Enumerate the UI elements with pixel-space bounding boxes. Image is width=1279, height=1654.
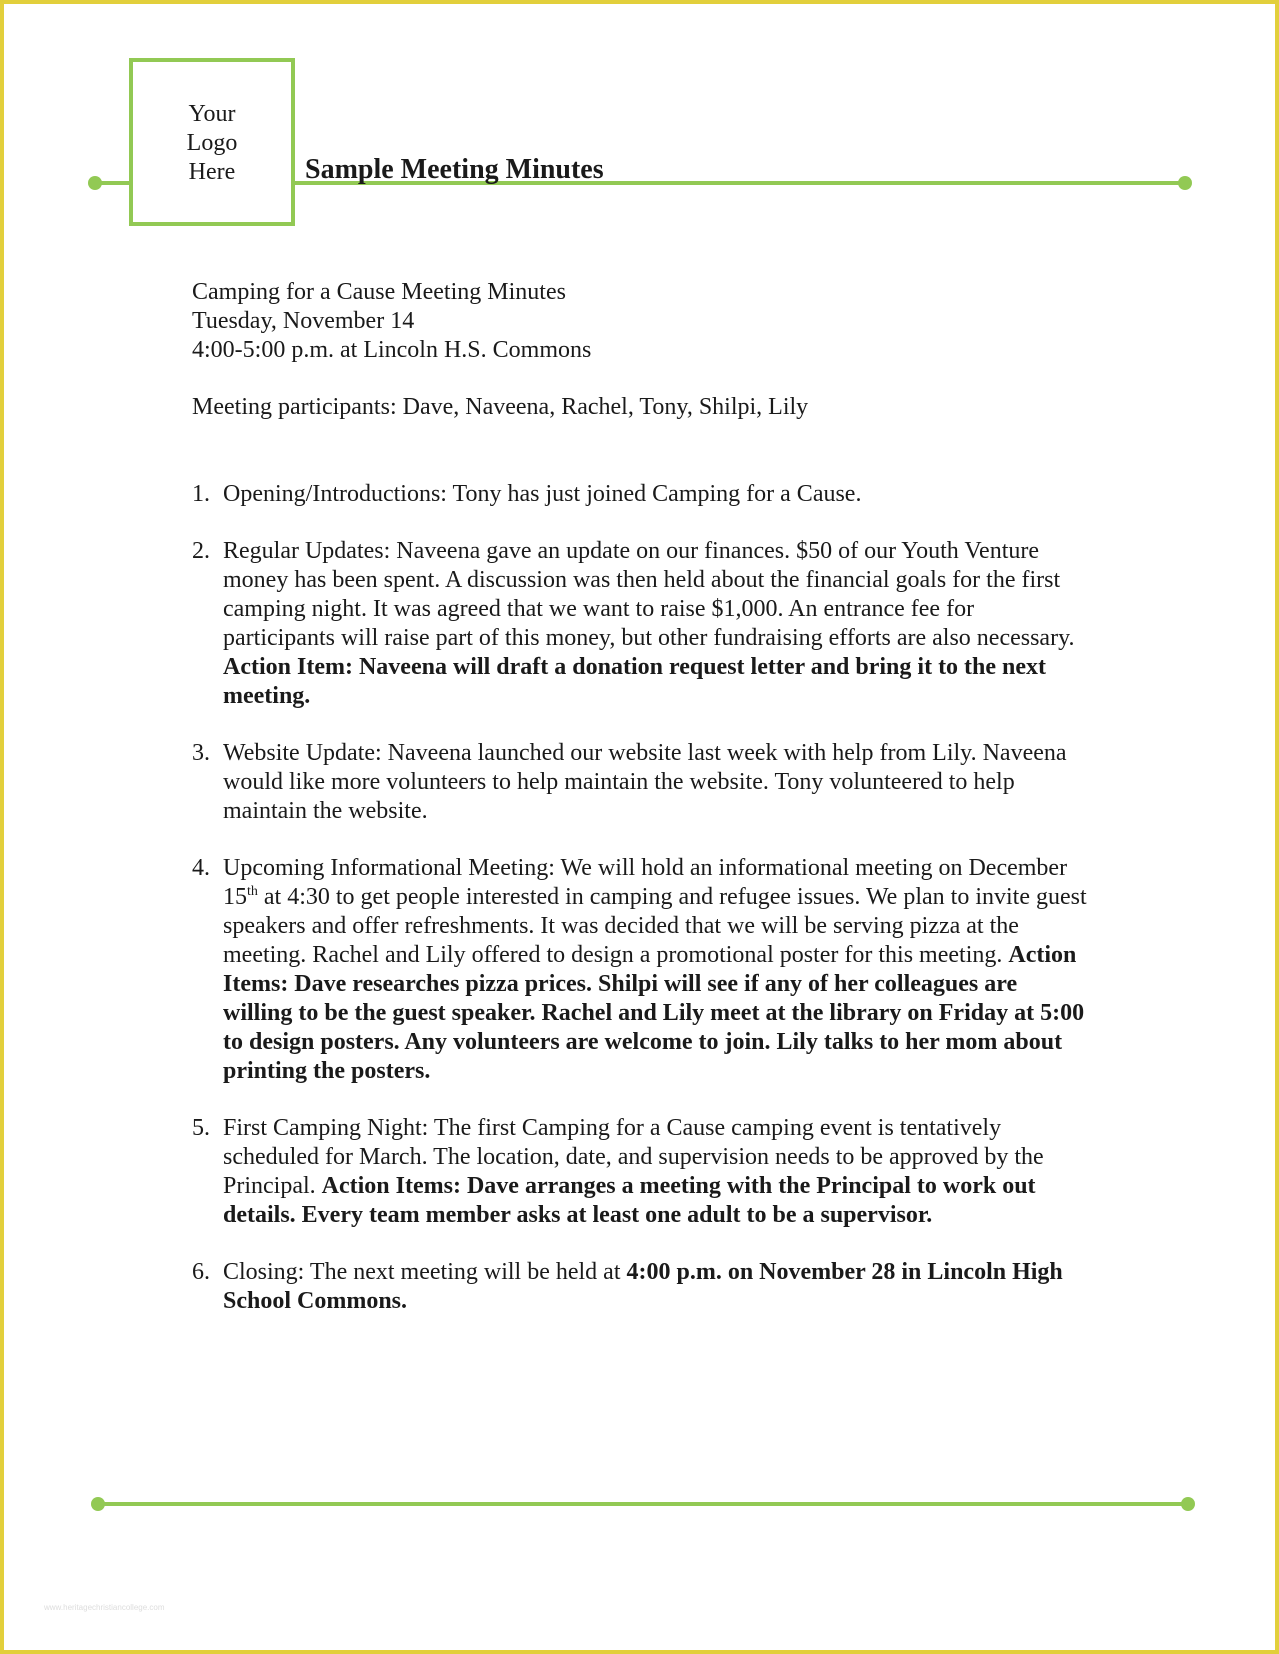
agenda-item-number: 4. (192, 855, 210, 881)
header-rule-left-dot (88, 176, 102, 190)
agenda-item (192, 480, 1092, 509)
meeting-time-place: 4:00-5:00 p.m. at Lincoln H.S. Commons (192, 337, 592, 363)
agenda-item-number: 6. (192, 1259, 210, 1285)
agenda-item-text: Upcoming Informational Meeting: We will hold an informational meeting on December 15 (223, 855, 1068, 910)
agenda-item-number: 3. (192, 740, 210, 766)
agenda-item-text-continued: at 4:30 to get people interested in camping and refugee issues. We plan to invite guest speakers and offer refreshments. It was decided that we will be serving pizza at the meeting. Rachel and Lily offered to design a promotional poster for this meeting. (223, 884, 1087, 968)
action-item: Action Item: Naveena will draft a donation request letter and bring it to the next meeting. (223, 654, 1047, 709)
logo-placeholder (129, 58, 295, 226)
agenda-item-text: Opening/Introductions: Tony has just joined Camping for a Cause. (223, 481, 862, 507)
footer-rule-right-dot (1181, 1497, 1195, 1511)
agenda-item (192, 739, 1092, 826)
agenda-item-number: 2. (192, 538, 210, 564)
action-item: Action Items: Dave arranges a meeting with the Principal to work out details. Every team member asks at least one adult to be a supervisor. (223, 1173, 1036, 1228)
agenda-item-text: First Camping Night: The first Camping for a Cause camping event is tentatively scheduled for March. The location, date, and supervision needs to be approved by the Principal. (223, 1115, 1044, 1199)
agenda-item (192, 537, 1092, 711)
document-title: Sample Meeting Minutes (305, 154, 604, 185)
agenda-item-text: Closing: The next meeting will be held at (223, 1259, 627, 1285)
footer-rule (98, 1502, 1188, 1506)
agenda-item (192, 1258, 1092, 1316)
agenda-item (192, 854, 1092, 1086)
header-rule-right-dot (1178, 176, 1192, 190)
agenda-item-text: Website Update: Naveena launched our website last week with help from Lily. Naveena would like more volunteers to help maintain the website. Tony volunteered to help maintain the website. (223, 740, 1067, 824)
next-meeting-details: 4:00 p.m. on November 28 in Lincoln High School Commons. (223, 1259, 1063, 1314)
agenda-item (192, 1114, 1092, 1230)
meeting-participants: Meeting participants: Dave, Naveena, Rachel, Tony, Shilpi, Lily (192, 394, 809, 420)
ordinal-suffix: th (247, 884, 258, 899)
footer-rule-left-dot (91, 1497, 105, 1511)
agenda-item-number: 1. (192, 481, 210, 507)
logo-placeholder-text: Your Logo Here (186, 101, 238, 185)
agenda-item-text: Regular Updates: Naveena gave an update on our finances. $50 of our Youth Venture money has been spent. A discussion was then held about the financial goals for the first camping night. It was agreed that we want to raise $1,000. An entrance fee for participants will raise part of this money, but other fundraising efforts are also necessary. (223, 538, 1075, 651)
watermark: www.heritagechristiancollege.com (44, 1603, 165, 1612)
agenda-list (192, 480, 1092, 1344)
agenda-item-number: 5. (192, 1115, 210, 1141)
meeting-info (192, 278, 591, 365)
meeting-date: Tuesday, November 14 (192, 308, 415, 334)
action-item: Action Items: Dave researches pizza prices. Shilpi will see if any of her colleagues are willing to be the guest speaker. Rachel and Lily meet at the library on Friday at 5:00 to design posters. Any volunteers are welcome to join. Lily talks to her mom about printing the posters. (223, 942, 1085, 1084)
meeting-name: Camping for a Cause Meeting Minutes (192, 279, 566, 305)
